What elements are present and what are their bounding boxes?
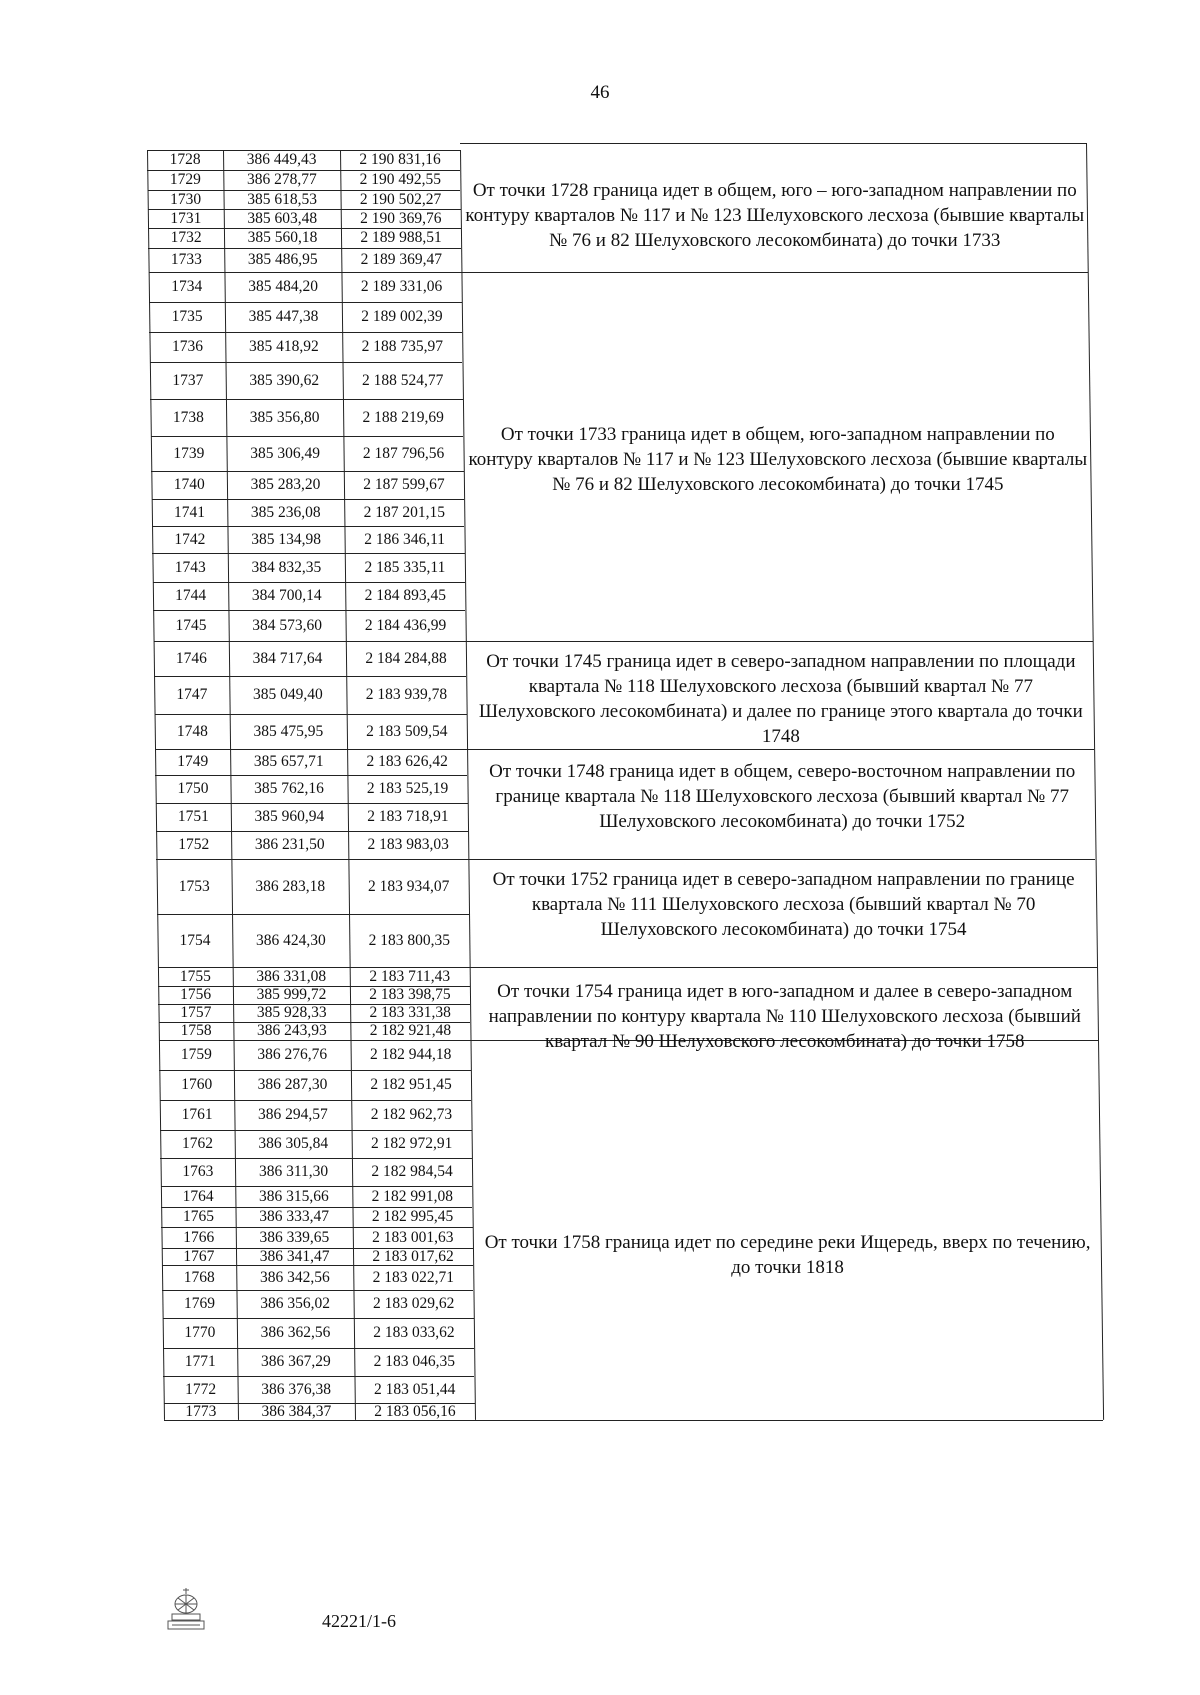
y-coordinate: 2 188 219,69 — [362, 408, 444, 426]
y-coordinate: 2 183 626,42 — [366, 753, 448, 770]
point-number: 1758 — [180, 1022, 212, 1039]
x-coordinate: 386 276,76 — [257, 1046, 328, 1063]
row-rule — [149, 302, 462, 303]
document-code: 42221/1-6 — [322, 1611, 396, 1631]
y-coordinate: 2 189 002,39 — [361, 308, 443, 325]
point-number: 1751 — [177, 808, 209, 825]
y-coordinate: 2 188 524,77 — [362, 371, 444, 389]
row-rule — [156, 803, 468, 804]
x-coordinate: 386 384,37 — [261, 1402, 332, 1420]
y-coordinate: 2 183 939,78 — [365, 686, 448, 703]
row-rule — [159, 1040, 471, 1041]
x-coordinate: 385 603,48 — [247, 209, 318, 227]
row-rule — [155, 714, 467, 715]
boundary-description: От точки 1752 граница идет в северо-западном направлении по границе квартала № 111 Шелуховского лесхоза (бывший квартал № 70 Шелуховского лесокомбината) до точки 1754 — [492, 869, 1075, 940]
x-coordinate: 385 356,80 — [249, 408, 320, 426]
boundary-description: От точки 1733 граница идет в общем, юго-западном направлении по контуру кварталов № 117 и № 123 Шелуховского лесхоза (бывшие кварталы № 76 и 82 Шелуховского лесокомбината) до точки 1745 — [468, 424, 1088, 495]
x-coordinate: 386 356,02 — [260, 1295, 330, 1312]
point-number: 1763 — [182, 1163, 214, 1180]
row-rule — [164, 1420, 475, 1421]
row-rule — [153, 610, 465, 611]
point-number: 1730 — [170, 190, 202, 208]
x-coordinate: 384 573,60 — [252, 616, 322, 634]
point-number: 1746 — [175, 649, 207, 667]
point-number: 1741 — [174, 503, 206, 521]
row-rule — [155, 749, 467, 750]
row-rule — [151, 471, 463, 472]
point-number: 1738 — [172, 408, 204, 426]
y-coordinate: 2 183 029,62 — [372, 1295, 455, 1312]
description-rule — [466, 641, 1093, 642]
row-rule — [163, 1376, 474, 1377]
y-coordinate: 2 190 492,55 — [359, 171, 442, 188]
y-coordinate: 2 182 984,54 — [371, 1163, 453, 1180]
y-coordinate: 2 183 001,63 — [372, 1228, 454, 1246]
y-coordinate: 2 182 921,48 — [369, 1022, 452, 1039]
y-coordinate: 2 187 201,15 — [363, 503, 445, 521]
boundary-description: От точки 1758 граница идет по середине реки Ищередь, вверх по течению, до точки 1818 — [484, 1232, 1091, 1278]
row-rule — [148, 248, 461, 249]
description-rule — [470, 967, 1097, 968]
point-number: 1728 — [169, 151, 201, 168]
y-coordinate: 2 183 711,43 — [369, 967, 451, 985]
description-rule — [460, 143, 1086, 144]
point-number: 1747 — [176, 686, 208, 703]
page-number: 46 — [590, 82, 610, 103]
row-rule — [160, 1100, 472, 1101]
x-coordinate: 385 447,38 — [248, 308, 319, 325]
row-rule — [156, 859, 468, 860]
y-coordinate: 2 190 369,76 — [360, 209, 442, 227]
row-rule — [163, 1348, 474, 1349]
point-number: 1759 — [180, 1046, 212, 1063]
y-coordinate: 2 185 335,11 — [364, 558, 446, 576]
x-coordinate: 386 315,66 — [258, 1187, 329, 1205]
point-number: 1755 — [179, 967, 211, 985]
x-coordinate: 386 367,29 — [260, 1353, 331, 1370]
y-coordinate: 2 187 599,67 — [363, 476, 445, 493]
row-rule — [152, 526, 464, 527]
point-number: 1740 — [173, 476, 205, 493]
y-coordinate: 2 182 995,45 — [371, 1208, 454, 1225]
point-number: 1732 — [170, 229, 202, 246]
y-coordinate: 2 182 972,91 — [371, 1135, 453, 1152]
row-rule — [149, 332, 462, 333]
point-number: 1771 — [184, 1353, 216, 1370]
x-coordinate: 385 486,95 — [247, 251, 318, 268]
y-coordinate: 2 190 831,16 — [359, 151, 441, 168]
y-coordinate: 2 190 502,27 — [359, 190, 442, 208]
point-number: 1767 — [183, 1247, 215, 1265]
row-rule — [160, 1130, 471, 1131]
x-coordinate: 386 424,30 — [255, 931, 326, 949]
x-coordinate: 386 339,65 — [259, 1228, 330, 1246]
y-coordinate: 2 189 988,51 — [360, 229, 442, 246]
y-coordinate: 2 183 017,62 — [372, 1247, 454, 1265]
row-rule — [154, 676, 466, 677]
y-coordinate: 2 182 962,73 — [370, 1106, 453, 1123]
y-coordinate: 2 183 331,38 — [369, 1004, 451, 1021]
point-number: 1743 — [174, 558, 206, 576]
x-coordinate: 385 618,53 — [247, 190, 317, 208]
point-number: 1752 — [178, 836, 210, 853]
point-number: 1770 — [184, 1324, 216, 1341]
row-rule — [160, 1158, 471, 1159]
row-rule — [162, 1290, 473, 1291]
point-number: 1765 — [182, 1208, 214, 1225]
x-coordinate: 386 231,50 — [254, 836, 325, 853]
point-number: 1745 — [175, 616, 207, 634]
x-coordinate: 385 762,16 — [254, 780, 324, 797]
point-number: 1749 — [177, 753, 209, 770]
point-number: 1737 — [172, 371, 204, 389]
point-number: 1748 — [176, 722, 208, 740]
row-rule — [163, 1318, 474, 1319]
row-rule — [152, 553, 464, 554]
x-coordinate: 386 341,47 — [259, 1247, 330, 1265]
description-rule — [461, 272, 1087, 273]
point-number: 1766 — [183, 1228, 215, 1246]
x-coordinate: 384 717,64 — [252, 649, 323, 667]
row-rule — [157, 914, 469, 915]
x-coordinate: 386 342,56 — [259, 1268, 330, 1286]
y-coordinate: 2 183 056,16 — [374, 1402, 456, 1420]
point-number: 1731 — [170, 209, 202, 227]
point-number: 1735 — [171, 308, 203, 325]
x-coordinate: 385 999,72 — [256, 986, 327, 1003]
y-coordinate: 2 187 796,56 — [362, 444, 445, 462]
row-rule — [162, 1265, 473, 1266]
x-coordinate: 385 049,40 — [253, 686, 323, 703]
row-rule — [154, 641, 466, 642]
x-coordinate: 386 305,84 — [258, 1135, 329, 1152]
y-coordinate: 2 183 398,75 — [369, 986, 451, 1003]
point-number: 1734 — [171, 278, 203, 295]
y-coordinate: 2 182 991,08 — [371, 1187, 454, 1205]
y-coordinate: 2 184 436,99 — [364, 616, 447, 634]
point-number: 1736 — [171, 338, 203, 355]
x-coordinate: 385 306,49 — [250, 444, 320, 462]
y-coordinate: 2 183 022,71 — [372, 1268, 454, 1286]
description-rule — [475, 1420, 1103, 1421]
x-coordinate: 385 418,92 — [248, 338, 319, 355]
x-coordinate: 385 484,20 — [248, 278, 318, 295]
boundary-description: От точки 1745 граница идет в северо-западном направлении по площади квартала № 118 Шелуховского лесхоза (бывший квартал № 77 Шелуховского лесокомбината) и далее по границе этого квартала до точки 1748 — [478, 651, 1083, 747]
x-coordinate: 386 449,43 — [246, 151, 317, 168]
point-number: 1744 — [175, 587, 207, 604]
y-coordinate: 2 183 800,35 — [368, 931, 451, 949]
x-coordinate: 386 243,93 — [257, 1022, 327, 1039]
boundary-description: От точки 1728 граница идет в общем, юго – юго-западном направлении по контуру кварталов № 117 и № 123 Шелуховского лесхоза (бывшие кварталы № 76 и 82 Шелуховского лесокомбината) до точки 1733 — [465, 180, 1085, 251]
x-coordinate: 385 134,98 — [251, 530, 321, 548]
y-coordinate: 2 183 509,54 — [366, 722, 448, 740]
y-coordinate: 2 188 735,97 — [361, 338, 443, 355]
row-rule — [156, 831, 468, 832]
description-rule — [467, 749, 1094, 750]
point-number: 1742 — [174, 530, 206, 548]
description-rule — [468, 859, 1095, 860]
y-coordinate: 2 183 983,03 — [367, 836, 449, 853]
x-coordinate: 386 362,56 — [260, 1324, 331, 1341]
x-coordinate: 384 832,35 — [251, 558, 322, 576]
y-coordinate: 2 183 525,19 — [366, 780, 449, 797]
x-coordinate: 386 287,30 — [257, 1076, 328, 1093]
y-coordinate: 2 183 033,62 — [373, 1324, 455, 1341]
x-coordinate: 386 376,38 — [261, 1380, 331, 1398]
x-coordinate: 385 283,20 — [250, 476, 321, 493]
point-number: 1760 — [181, 1076, 213, 1093]
y-coordinate: 2 189 331,06 — [360, 278, 443, 295]
point-number: 1739 — [173, 444, 205, 462]
y-coordinate: 2 183 934,07 — [368, 877, 450, 895]
row-rule — [150, 362, 463, 363]
point-number: 1769 — [184, 1295, 216, 1312]
point-number: 1761 — [181, 1106, 213, 1123]
y-coordinate: 2 182 951,45 — [370, 1076, 452, 1093]
row-rule — [161, 1186, 472, 1187]
y-coordinate: 2 183 051,44 — [373, 1380, 456, 1398]
point-number: 1733 — [170, 251, 202, 268]
point-number: 1756 — [180, 986, 212, 1003]
y-coordinate: 2 189 369,47 — [360, 251, 442, 268]
point-number: 1754 — [179, 931, 211, 949]
x-coordinate: 385 928,33 — [256, 1004, 327, 1021]
x-coordinate: 386 294,57 — [258, 1106, 328, 1123]
y-coordinate: 2 184 284,88 — [365, 649, 447, 667]
x-coordinate: 385 657,71 — [253, 753, 324, 770]
boundary-description: От точки 1754 граница идет в юго-западном и далее в северо-западном направлении по контуру квартала № 110 Шелуховского лесхоза (бывший квартал № 90 Шелуховского лесокомбината) до точки 1758 — [488, 981, 1081, 1052]
point-number: 1757 — [180, 1004, 212, 1021]
y-coordinate: 2 183 046,35 — [373, 1353, 455, 1370]
row-rule — [155, 775, 467, 776]
row-rule — [149, 272, 462, 273]
x-coordinate: 385 390,62 — [249, 371, 320, 389]
row-rule — [151, 436, 464, 437]
point-number: 1753 — [178, 877, 210, 895]
x-coordinate: 386 311,30 — [258, 1163, 329, 1180]
point-number: 1729 — [169, 171, 201, 188]
row-rule — [150, 399, 463, 400]
x-coordinate: 385 960,94 — [254, 808, 325, 825]
x-coordinate: 386 331,08 — [256, 967, 327, 985]
y-coordinate: 2 186 346,11 — [364, 530, 445, 548]
x-coordinate: 386 283,18 — [255, 877, 326, 895]
point-number: 1773 — [185, 1402, 217, 1420]
printer-emblem-icon — [166, 1584, 206, 1632]
point-number: 1750 — [177, 780, 209, 797]
y-coordinate: 2 184 893,45 — [364, 587, 446, 604]
x-coordinate: 386 333,47 — [259, 1208, 329, 1225]
row-rule — [161, 1227, 472, 1228]
point-number: 1762 — [182, 1135, 213, 1152]
row-rule — [153, 582, 465, 583]
x-coordinate: 386 278,77 — [246, 171, 317, 188]
row-rule — [152, 499, 464, 500]
point-number: 1768 — [183, 1268, 215, 1286]
y-coordinate: 2 182 944,18 — [370, 1046, 452, 1063]
x-coordinate: 385 560,18 — [247, 229, 318, 246]
point-number: 1764 — [182, 1187, 214, 1205]
point-number: 1772 — [185, 1380, 217, 1398]
x-coordinate: 385 236,08 — [250, 503, 321, 521]
x-coordinate: 384 700,14 — [251, 587, 322, 604]
row-rule — [159, 1070, 471, 1071]
x-coordinate: 385 475,95 — [253, 722, 324, 740]
boundary-description: От точки 1748 граница идет в общем, северо-восточном направлении по границе квартала № 118 Шелуховского лесхоза (бывший квартал № 77 Шелуховского лесокомбината) до точки 1752 — [489, 761, 1076, 832]
y-coordinate: 2 183 718,91 — [367, 808, 449, 825]
